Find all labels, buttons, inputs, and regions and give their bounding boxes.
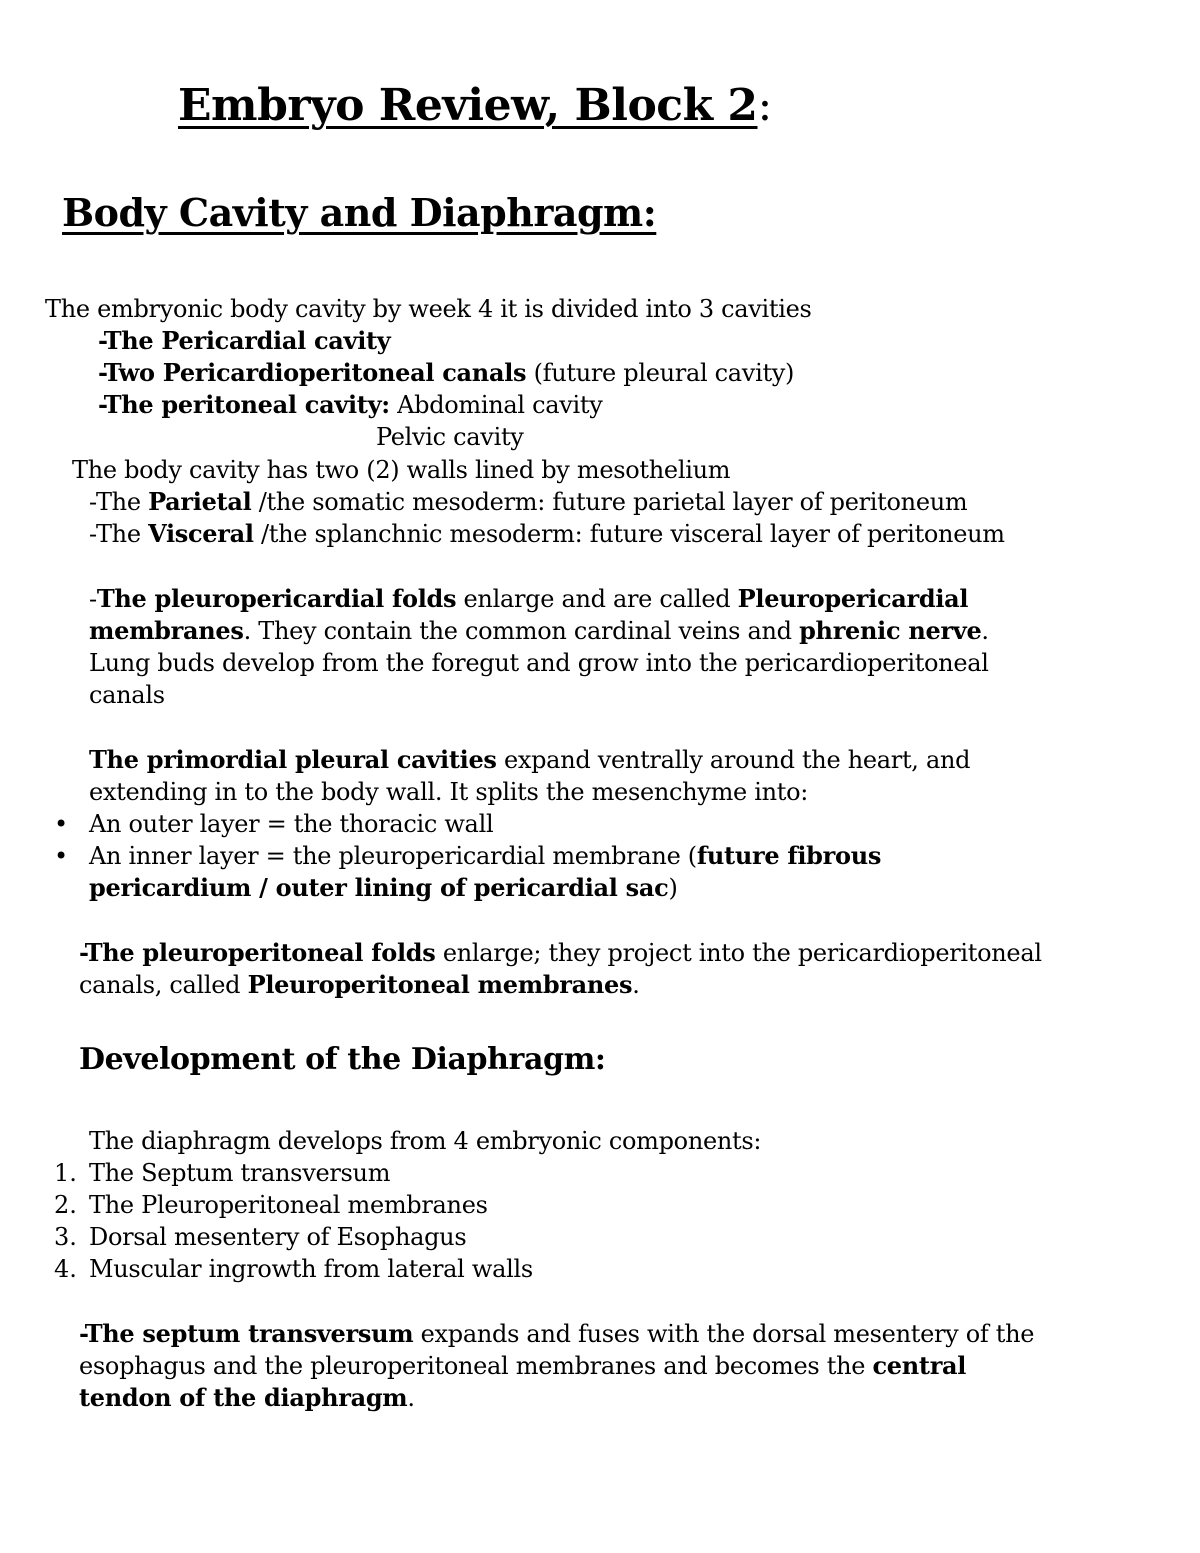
list-number-4: 4. — [54, 1255, 77, 1283]
paragraph-septum-line2 — [79, 1350, 966, 1382]
pleuroperitoneal-period: . — [632, 971, 640, 999]
septum-text: expands and fuses with the dorsal mesentery of the — [413, 1320, 1035, 1348]
septum-central: central — [872, 1351, 967, 1380]
septum-tendon: tendon of the diaphragm — [79, 1383, 408, 1412]
wall-item-visceral-bold: Visceral — [148, 519, 254, 548]
wall-item-parietal-rest: /the somatic mesoderm: future parietal layer of peritoneum — [251, 488, 968, 516]
page-title-colon: : — [757, 80, 772, 131]
section-heading-body-cavity: Body Cavity and Diaphragm: — [62, 190, 657, 235]
list-number-2: 2. — [54, 1191, 77, 1219]
list-item-1: The Septum transversum — [89, 1159, 391, 1187]
wall-item-visceral-rest: /the splanchnic mesoderm: future visceral layer of peritoneum — [253, 520, 1005, 548]
list-number-3: 3. — [54, 1223, 77, 1251]
cavity-item-2 — [98, 357, 794, 389]
list-number-1: 1. — [54, 1159, 77, 1187]
paragraph-pleuropericardial-line2 — [89, 615, 989, 647]
cavity-item-1-text: -The Pericardial cavity — [98, 326, 391, 355]
pp-dash: - — [89, 585, 97, 613]
cavity-item-3 — [98, 389, 603, 421]
pp-period: . — [981, 617, 989, 645]
pp-membranes-term: Pleuropericardial — [737, 584, 969, 613]
paragraph-primordial-line1 — [89, 744, 970, 776]
bullet-item-1: An outer layer = the thoracic wall — [89, 810, 494, 838]
cavity-item-3-sub: Pelvic cavity — [376, 423, 524, 451]
wall-item-visceral-pre: -The — [89, 520, 149, 548]
paragraph-walls: The body cavity has two (2) walls lined by mesothelium — [72, 456, 731, 484]
paragraph-pleuroperitoneal-line2 — [79, 969, 640, 1001]
pp-phrenic-nerve: phrenic nerve — [799, 616, 982, 645]
cavity-item-2-rest: (future pleural cavity) — [526, 359, 795, 387]
pp-membranes-word: membranes — [89, 616, 244, 645]
wall-item-parietal-pre: -The — [89, 488, 149, 516]
paragraph-pleuropericardial-line1 — [89, 583, 968, 615]
primordial-term: The primordial pleural cavities — [89, 745, 497, 774]
paragraph-septum-line1 — [79, 1318, 1034, 1350]
pp-folds: The pleuropericardial folds — [96, 584, 457, 613]
wall-item-parietal — [89, 486, 967, 518]
bullet-item-2-line1 — [89, 840, 881, 872]
pleuroperitoneal-text: enlarge; they project into the pericardioperitoneal — [435, 939, 1042, 967]
page-title-text: Embryo Review, Block 2 — [178, 80, 758, 131]
cavity-item-3-rest: Abdominal cavity — [389, 391, 603, 419]
bullet-item-2-line2 — [89, 872, 678, 904]
list-item-2: The Pleuroperitoneal membranes — [89, 1191, 488, 1219]
paragraph-pleuroperitoneal-line1 — [79, 937, 1042, 969]
wall-item-parietal-bold: Parietal — [148, 487, 252, 516]
septum-period: . — [407, 1384, 415, 1412]
septum-term: -The septum transversum — [79, 1319, 414, 1348]
bullet-marker-2: • — [54, 842, 69, 870]
paragraph-primordial-line2: extending in to the body wall. It splits the mesenchyme into: — [89, 778, 809, 806]
bullet-2-text: An inner layer = the pleuropericardial membrane ( — [89, 842, 697, 870]
wall-item-visceral — [89, 518, 1005, 550]
pleuroperitoneal-folds: -The pleuroperitoneal folds — [79, 938, 436, 967]
septum-text-2: esophagus and the pleuroperitoneal membranes and becomes the — [79, 1352, 873, 1380]
paragraph-pleuropericardial-line4: canals — [89, 681, 165, 709]
bullet-2-bold: future fibrous — [696, 841, 882, 870]
bullet-marker-1: • — [54, 810, 69, 838]
cavity-item-3-bold: -The peritoneal cavity: — [98, 390, 390, 419]
pp-contain-text: . They contain the common cardinal veins and — [243, 617, 800, 645]
cavity-item-1 — [98, 325, 390, 357]
list-item-3: Dorsal mesentery of Esophagus — [89, 1223, 467, 1251]
pleuroperitoneal-called: canals, called — [79, 971, 248, 999]
list-item-4: Muscular ingrowth from lateral walls — [89, 1255, 533, 1283]
cavity-item-2-bold: -Two Pericardioperitoneal canals — [98, 358, 527, 387]
page-title — [178, 80, 772, 131]
section-heading-diaphragm: Development of the Diaphragm: — [79, 1042, 606, 1077]
paragraph-diaphragm-intro: The diaphragm develops from 4 embryonic components: — [89, 1127, 762, 1155]
pleuroperitoneal-membranes: Pleuroperitoneal membranes — [247, 970, 633, 999]
bullet-2-bold-cont: pericardium / outer lining of pericardial sac — [89, 873, 669, 902]
paragraph-pleuropericardial-line3: Lung buds develop from the foregut and grow into the pericardioperitoneal — [89, 649, 989, 677]
paragraph-septum-line3 — [79, 1382, 415, 1414]
bullet-2-close: ) — [668, 874, 678, 902]
paragraph-intro: The embryonic body cavity by week 4 it is divided into 3 cavities — [45, 295, 812, 323]
pp-text: enlarge and are called — [456, 585, 738, 613]
primordial-text: expand ventrally around the heart, and — [496, 746, 971, 774]
